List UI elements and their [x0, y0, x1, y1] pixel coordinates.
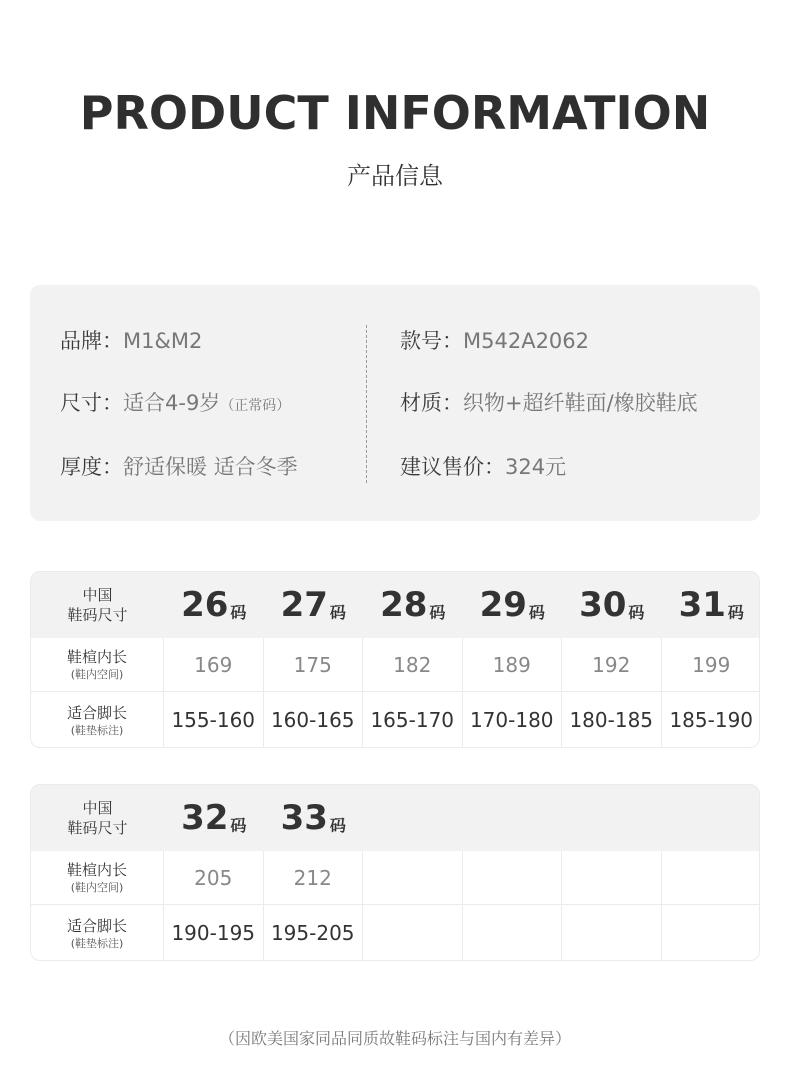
size-cell: 26 码	[181, 585, 247, 625]
foot-length-cell-empty	[363, 905, 463, 961]
inner-length-cell: 182	[363, 638, 463, 691]
brand-label: 品牌：	[60, 329, 123, 353]
foot-length-cell-empty	[662, 905, 761, 961]
inner-length-cell: 205	[164, 851, 264, 904]
foot-length-row	[31, 692, 760, 748]
foot-length-cell-empty	[463, 905, 563, 961]
material-label: 材质：	[400, 391, 463, 415]
size-table-1	[30, 571, 760, 748]
inner-length-cell-empty	[662, 851, 761, 904]
size-row-label: 中国 鞋码尺寸	[67, 799, 128, 837]
thickness-row	[60, 451, 298, 481]
foot-length-cell: 155-160	[164, 692, 264, 748]
inner-length-cell: 169	[164, 638, 264, 691]
foot-length-cell-empty	[562, 905, 662, 961]
inner-length-cell: 199	[692, 652, 731, 677]
size-footnote: （因欧美国家同品同质故鞋码标注与国内有差异）	[218, 1029, 571, 1048]
size-cell: 32 码	[181, 798, 247, 838]
inner-length-cell-empty	[463, 851, 563, 904]
thickness-value: 舒适保暖 适合冬季	[123, 455, 298, 479]
size-value: 适合4-9岁	[123, 391, 221, 415]
foot-length-cell: 170-180	[463, 692, 563, 748]
page-title: PRODUCT INFORMATION	[79, 86, 711, 140]
size-cell: 30 码	[579, 585, 645, 625]
size-cell: 29 码	[479, 585, 545, 625]
info-divider	[366, 325, 367, 483]
size-cell: 33 码	[280, 798, 346, 838]
page-subtitle: 产品信息	[347, 162, 443, 190]
size-row-label: 中国 鞋码尺寸	[67, 586, 128, 624]
brand-value: M1&M2	[123, 329, 203, 353]
foot-length-row	[31, 905, 760, 961]
size-header-row	[31, 572, 760, 638]
inner-length-label: 鞋楦内长 (鞋内空间)	[31, 851, 164, 904]
inner-length-cell: 175	[264, 638, 364, 691]
price-label: 建议售价：	[400, 455, 505, 479]
price-row	[400, 451, 566, 481]
foot-length-label: 适合脚长 (鞋垫标注)	[31, 905, 164, 961]
inner-length-cell: 192	[562, 638, 662, 691]
foot-length-cell: 180-185	[562, 692, 662, 748]
size-header-row	[31, 785, 760, 851]
foot-length-label: 适合脚长 (鞋垫标注)	[31, 692, 164, 748]
size-cell-empty	[562, 785, 662, 851]
size-cell: 31 码	[678, 585, 744, 625]
inner-length-cell-empty	[562, 851, 662, 904]
size-cell: 28 码	[380, 585, 446, 625]
size-label: 尺寸：	[60, 391, 123, 415]
model-row	[400, 325, 589, 355]
foot-length-cell: 190-195	[164, 905, 264, 961]
size-table-2	[30, 784, 760, 961]
foot-length-cell: 185-190	[669, 708, 754, 732]
thickness-label: 厚度：	[60, 455, 123, 479]
foot-length-cell: 195-205	[264, 905, 364, 961]
inner-length-row	[31, 638, 760, 692]
size-row	[60, 387, 290, 417]
model-label: 款号：	[400, 329, 463, 353]
material-value: 织物+超纤鞋面/橡胶鞋底	[463, 391, 698, 415]
foot-length-cell: 160-165	[264, 692, 364, 748]
inner-length-row	[31, 851, 760, 905]
price-value: 324元	[505, 455, 567, 479]
inner-length-label: 鞋楦内长 (鞋内空间)	[31, 638, 164, 691]
size-cell-empty	[463, 785, 563, 851]
size-note: （正常码）	[220, 398, 291, 414]
material-row	[400, 387, 698, 417]
size-cell-empty	[363, 785, 463, 851]
size-cell-empty	[662, 785, 761, 851]
brand-row	[60, 325, 202, 355]
foot-length-cell: 165-170	[363, 692, 463, 748]
inner-length-cell: 189	[463, 638, 563, 691]
model-value: M542A2062	[463, 329, 590, 353]
product-info-panel	[30, 285, 760, 521]
inner-length-cell: 212	[264, 851, 364, 904]
inner-length-cell-empty	[363, 851, 463, 904]
size-cell: 27 码	[280, 585, 346, 625]
